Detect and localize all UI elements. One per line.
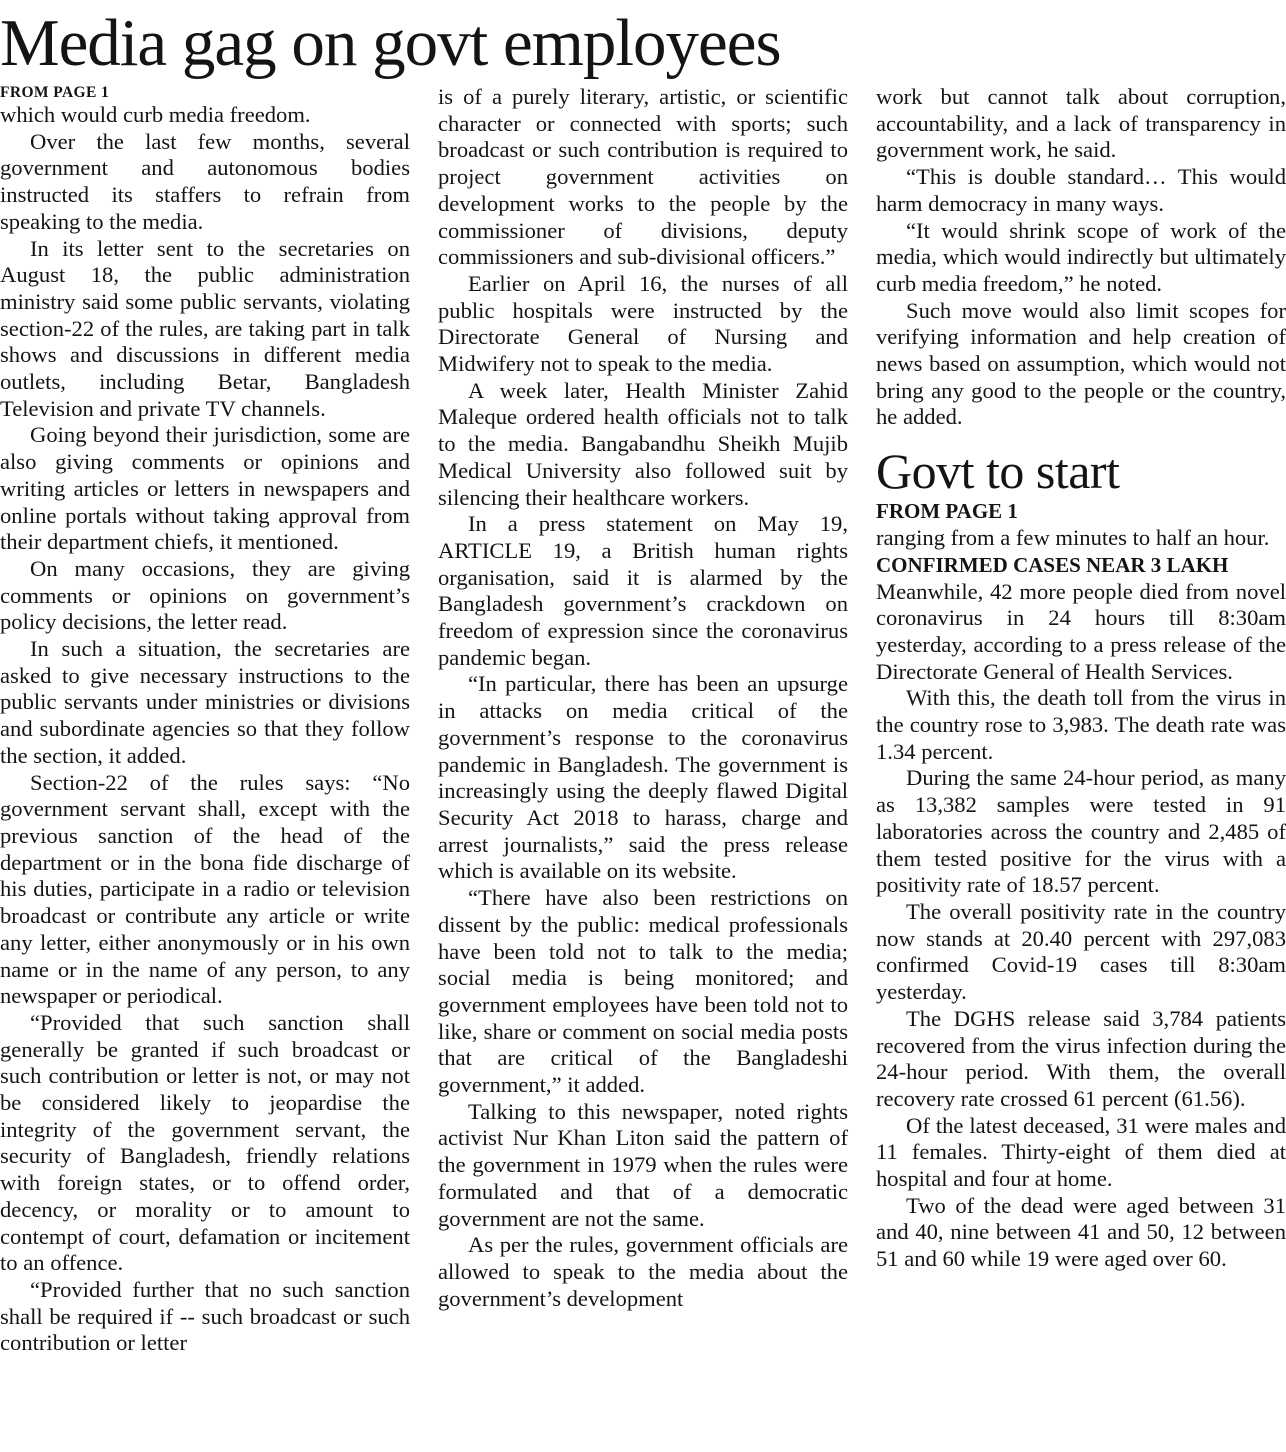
paragraph: Earlier on April 16, the nurses of all public hospitals were instructed by the Directorate General of Nursing and Midwifery not to speak to the media. bbox=[438, 270, 848, 377]
paragraph: “This is double standard… This would harm democracy in many ways. bbox=[876, 164, 1286, 216]
paragraph: “Provided that such sanction shall generally be granted if such broadcast or such contribution or letter is not, or may not be considered likely to jeopardise the integrity of the government servant, the security of Bangladesh, friendly relations with foreign states, or to offend order, decency, or morality or to amount to contempt of court, defamation or incitement to an offence. bbox=[0, 1009, 410, 1276]
paragraph: ranging from a few minutes to half an hour. bbox=[876, 525, 1270, 551]
paragraph: The overall positivity rate in the country now stands at 20.40 percent with 297,083 confirmed Covid-19 cases till 8:30am yesterday. bbox=[876, 898, 1286, 1005]
paragraph: In such a situation, the secretaries are asked to give necessary instructions to the public servants under ministries or divisions and subordinate agencies so that they follow the section, it added. bbox=[0, 636, 410, 768]
paragraph: In a press statement on May 19, ARTICLE 19, a British human rights organisation, said it is alarmed by the Bangladesh government’s crackdown on freedom of expression since the coronavirus pandemic began. bbox=[438, 511, 848, 670]
paragraph: Meanwhile, 42 more people died from novel coronavirus in 24 hours till 8:30am yesterday, according to a press release of the Directorate General of Health Services. bbox=[876, 578, 1286, 684]
paragraph: During the same 24-hour period, as many as 13,382 samples were tested in 91 laboratories across the country and 2,485 of them tested positive for the virus with a positivity rate of 18.57 percent. bbox=[876, 765, 1286, 898]
paragraph: “In particular, there has been an upsurge in attacks on media critical of the government’s response to the coronavirus pandemic in Bangladesh. The government is increasingly using the deeply flawed Digital Security Act 2018 to harass, charge and arrest journalists,” said the press release which is available on its website. bbox=[438, 671, 848, 884]
story2-headline: Govt to start bbox=[876, 443, 1120, 500]
paragraph: Going beyond their jurisdiction, some are also giving comments or opinions and writing articles or letters in newspapers and online portals without taking approval from their department chiefs, it mentioned. bbox=[0, 422, 410, 555]
paragraph: which would curb media freedom. bbox=[0, 102, 311, 127]
story2-from-page-label: FROM PAGE 1 bbox=[876, 499, 1018, 524]
story1-column-2 bbox=[438, 84, 848, 1312]
main-headline: Media gag on govt employees bbox=[0, 6, 781, 80]
paragraph: Talking to this newspaper, noted rights activist Nur Khan Liton said the pattern of the government in 1979 when the rules were formulated and that of a democratic government are not the same. bbox=[438, 1098, 848, 1231]
paragraph: “Provided further that no such sanction shall be required if -- such broadcast or such contribution or letter bbox=[0, 1276, 410, 1356]
paragraph: As per the rules, government officials are allowed to speak to the media about the government’s development bbox=[438, 1232, 848, 1311]
paragraph: “It would shrink scope of work of the media, which would indirectly but ultimately curb media freedom,” he noted. bbox=[876, 217, 1286, 296]
paragraph: “There have also been restrictions on dissent by the public: medical professionals have been told not to talk to the media; social media is being monitored; and government employees have been told not to like, share or comment on social media posts that are critical of the Bangladeshi government,” it added. bbox=[438, 885, 848, 1098]
paragraph: Of the latest deceased, 31 were males and 11 females. Thirty-eight of them died at hospital and four at home. bbox=[876, 1112, 1286, 1192]
paragraph: On many occasions, they are giving comments or opinions on government’s policy decisions, the letter read. bbox=[0, 555, 410, 635]
section-heading: CONFIRMED CASES NEAR 3 LAKH bbox=[876, 552, 1229, 577]
paragraph: Such move would also limit scopes for verifying information and help creation of news based on assumption, which would not bring any good to the people or the country, he added. bbox=[876, 297, 1286, 430]
from-page-label: FROM PAGE 1 bbox=[0, 84, 110, 101]
paragraph: Two of the dead were aged between 31 and 40, nine between 41 and 50, 12 between 51 and 60 while 19 were aged over 60. bbox=[876, 1192, 1286, 1272]
paragraph: With this, the death toll from the virus in the country rose to 3,983. The death rate was 1.34 percent. bbox=[876, 685, 1286, 764]
paragraph: is of a purely literary, artistic, or scientific character or connected with sports; such broadcast or such contribution is required to project government activities on development works to the people by the commissioner of divisions, deputy commissioners and sub-divisional officers.” bbox=[438, 84, 848, 270]
paragraph: Over the last few months, several government and autonomous bodies instructed its staffers to refrain from speaking to the media. bbox=[0, 128, 410, 234]
paragraph: A week later, Health Minister Zahid Maleque ordered health officials not to talk to the media. Bangabandhu Sheikh Mujib Medical University also followed suit by silencing their healthcare workers. bbox=[438, 377, 848, 510]
paragraph: work but cannot talk about corruption, accountability, and a lack of transparency in government work, he said. bbox=[876, 84, 1286, 163]
paragraph: Section-22 of the rules says: “No government servant shall, except with the previous sanction of the head of the department or in the bona fide discharge of his duties, participate in a radio or television broadcast or contribute any article or write any letter, either anonymously or in his own name or in the name of any person, to any newspaper or periodical. bbox=[0, 769, 410, 1009]
story1-column-1 bbox=[0, 84, 410, 1357]
story1-column-3 bbox=[876, 84, 1286, 1273]
paragraph: The DGHS release said 3,784 patients recovered from the virus infection during the 24-hour period. With them, the overall recovery rate crossed 61 percent (61.56). bbox=[876, 1005, 1286, 1111]
paragraph: In its letter sent to the secretaries on August 18, the public administration ministry said some public servants, violating section-22 of the rules, are taking part in talk shows and discussions in different media outlets, including Betar, Bangladesh Television and private TV channels. bbox=[0, 235, 410, 421]
